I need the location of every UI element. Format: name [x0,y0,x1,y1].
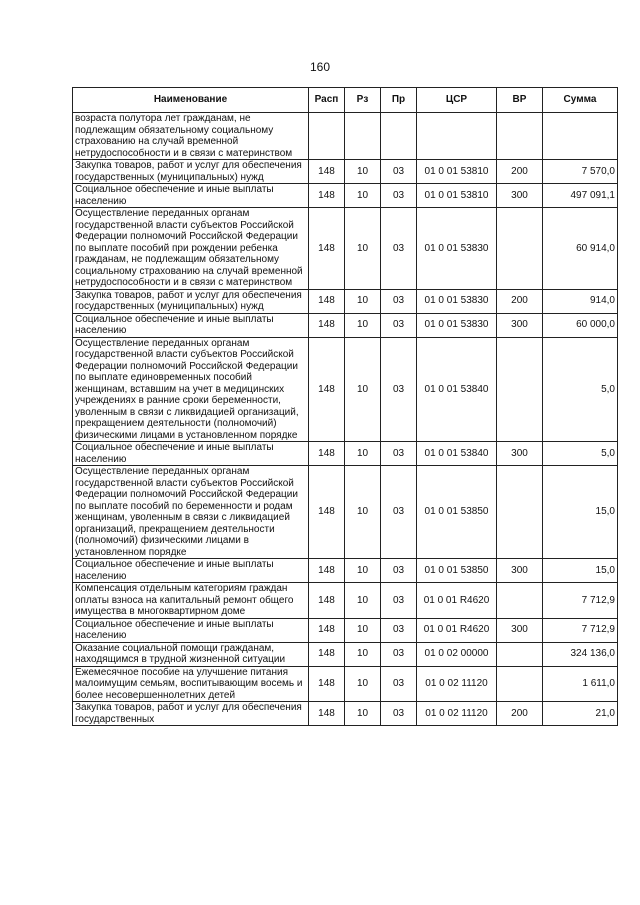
cell-vr [497,666,543,702]
cell-rasp: 148 [309,184,345,208]
cell-name: Закупка товаров, работ и услуг для обеспечения государственных (муниципальных) нужд [73,289,309,313]
table-row [73,583,618,619]
header-vr: ВР [497,88,543,113]
page-number: 160 [309,60,331,74]
cell-name: Социальное обеспечение и иные выплаты населению [73,559,309,583]
cell-pr: 03 [381,466,417,559]
cell-rz: 10 [345,208,381,290]
cell-vr: 300 [497,618,543,642]
cell-name: Осуществление переданных органам государственной власти субъектов Российской Федерации полномочий Российской Федерации по выплате пособий при рождении ребенка гражданам, не подлежащим обязательному социальному страхованию на случай временной нетрудоспособности и в связи с материнством [73,208,309,290]
cell-rz: 10 [345,618,381,642]
cell-vr: 200 [497,289,543,313]
cell-csr: 01 0 01 R4620 [417,618,497,642]
cell-rz [345,113,381,160]
table-row [73,313,618,337]
cell-csr: 01 0 02 11120 [417,702,497,726]
cell-rasp: 148 [309,702,345,726]
cell-vr: 300 [497,559,543,583]
cell-csr: 01 0 02 11120 [417,666,497,702]
cell-pr: 03 [381,618,417,642]
cell-sum: 324 136,0 [543,642,618,666]
table-body [73,113,618,726]
cell-rz: 10 [345,160,381,184]
header-rasp: Расп [309,88,345,113]
cell-vr [497,337,543,442]
cell-csr: 01 0 01 R4620 [417,583,497,619]
cell-sum: 21,0 [543,702,618,726]
budget-table [72,87,618,726]
header-sum: Сумма [543,88,618,113]
cell-rz: 10 [345,559,381,583]
cell-name: Ежемесячное пособие на улучшение питания малоимущим семьям, воспитывающим восемь и более несовершеннолетних детей [73,666,309,702]
table-row [73,559,618,583]
cell-sum: 7 570,0 [543,160,618,184]
cell-rz: 10 [345,642,381,666]
table-row [73,442,618,466]
cell-vr: 300 [497,313,543,337]
cell-name: Социальное обеспечение и иные выплаты населению [73,184,309,208]
cell-vr: 200 [497,160,543,184]
cell-rasp: 148 [309,208,345,290]
cell-name: Осуществление переданных органам государственной власти субъектов Российской Федерации полномочий Российской Федерации по выплате пособий по беременности и родам женщинам, уволенным в связи с ликвидацией организаций, прекращением деятельности (полномочий) физическими лицами в установленном порядке [73,466,309,559]
cell-csr: 01 0 01 53810 [417,160,497,184]
cell-sum: 1 611,0 [543,666,618,702]
cell-vr [497,113,543,160]
cell-csr: 01 0 01 53850 [417,559,497,583]
cell-sum: 5,0 [543,442,618,466]
cell-pr: 03 [381,337,417,442]
cell-pr: 03 [381,666,417,702]
cell-rasp: 148 [309,618,345,642]
cell-rz: 10 [345,289,381,313]
cell-rz: 10 [345,442,381,466]
header-pr: Пр [381,88,417,113]
cell-name: Социальное обеспечение и иные выплаты населению [73,442,309,466]
cell-csr: 01 0 01 53810 [417,184,497,208]
table-row [73,160,618,184]
cell-rasp: 148 [309,583,345,619]
cell-pr: 03 [381,642,417,666]
table-row [73,208,618,290]
cell-name: Социальное обеспечение и иные выплаты населению [73,313,309,337]
cell-rz: 10 [345,666,381,702]
table-row [73,184,618,208]
cell-rasp [309,113,345,160]
cell-vr [497,642,543,666]
cell-pr [381,113,417,160]
cell-pr: 03 [381,442,417,466]
cell-rasp: 148 [309,313,345,337]
header-rz: Рз [345,88,381,113]
table-row [73,113,618,160]
cell-vr: 300 [497,442,543,466]
table-row [73,642,618,666]
cell-csr: 01 0 01 53830 [417,289,497,313]
cell-rasp: 148 [309,466,345,559]
cell-vr: 300 [497,184,543,208]
cell-pr: 03 [381,184,417,208]
cell-name: возраста полутора лет гражданам, не подлежащим обязательному социальному страхованию на случай временной нетрудоспособности и в связи с материнством [73,113,309,160]
cell-sum: 5,0 [543,337,618,442]
cell-sum: 15,0 [543,466,618,559]
cell-rz: 10 [345,466,381,559]
cell-rasp: 148 [309,642,345,666]
cell-sum: 60 000,0 [543,313,618,337]
cell-sum: 60 914,0 [543,208,618,290]
cell-pr: 03 [381,313,417,337]
cell-pr: 03 [381,289,417,313]
cell-rz: 10 [345,702,381,726]
cell-csr: 01 0 01 53830 [417,313,497,337]
cell-sum: 7 712,9 [543,618,618,642]
cell-name: Компенсация отдельным категориям граждан оплаты взноса на капитальный ремонт общего имущества в многоквартирном доме [73,583,309,619]
cell-pr: 03 [381,160,417,184]
cell-sum: 7 712,9 [543,583,618,619]
cell-name: Социальное обеспечение и иные выплаты населению [73,618,309,642]
cell-pr: 03 [381,583,417,619]
cell-csr: 01 0 01 53830 [417,208,497,290]
cell-rz: 10 [345,583,381,619]
header-csr: ЦСР [417,88,497,113]
cell-name: Осуществление переданных органам государственной власти субъектов Российской Федерации полномочий Российской Федерации по выплате единовременных пособий женщинам, вставшим на учет в медицинских учреждениях в ранние сроки беременности, уволенным в связи с ликвидацией организаций, прекращением деятельности (полномочий) физическими лицами в установленном порядке [73,337,309,442]
cell-rasp: 148 [309,559,345,583]
cell-rasp: 148 [309,337,345,442]
cell-rasp: 148 [309,289,345,313]
cell-vr: 200 [497,702,543,726]
cell-vr [497,208,543,290]
cell-vr [497,583,543,619]
cell-sum [543,113,618,160]
table-header-row [73,88,618,113]
cell-csr: 01 0 01 53850 [417,466,497,559]
cell-pr: 03 [381,559,417,583]
cell-name: Закупка товаров, работ и услуг для обеспечения государственных (муниципальных) нужд [73,160,309,184]
cell-sum: 497 091,1 [543,184,618,208]
cell-pr: 03 [381,208,417,290]
cell-csr: 01 0 01 53840 [417,337,497,442]
table-row [73,702,618,726]
table-row [73,289,618,313]
table-row [73,618,618,642]
cell-name: Закупка товаров, работ и услуг для обеспечения государственных [73,702,309,726]
table-row [73,666,618,702]
cell-rz: 10 [345,337,381,442]
cell-rasp: 148 [309,666,345,702]
cell-csr: 01 0 02 00000 [417,642,497,666]
cell-sum: 914,0 [543,289,618,313]
cell-csr [417,113,497,160]
header-name: Наименование [73,88,309,113]
cell-rz: 10 [345,313,381,337]
cell-rz: 10 [345,184,381,208]
cell-rasp: 148 [309,160,345,184]
table-row [73,466,618,559]
cell-rasp: 148 [309,442,345,466]
cell-name: Оказание социальной помощи гражданам, находящимся в трудной жизненной ситуации [73,642,309,666]
table-row [73,337,618,442]
cell-csr: 01 0 01 53840 [417,442,497,466]
cell-vr [497,466,543,559]
cell-pr: 03 [381,702,417,726]
cell-sum: 15,0 [543,559,618,583]
